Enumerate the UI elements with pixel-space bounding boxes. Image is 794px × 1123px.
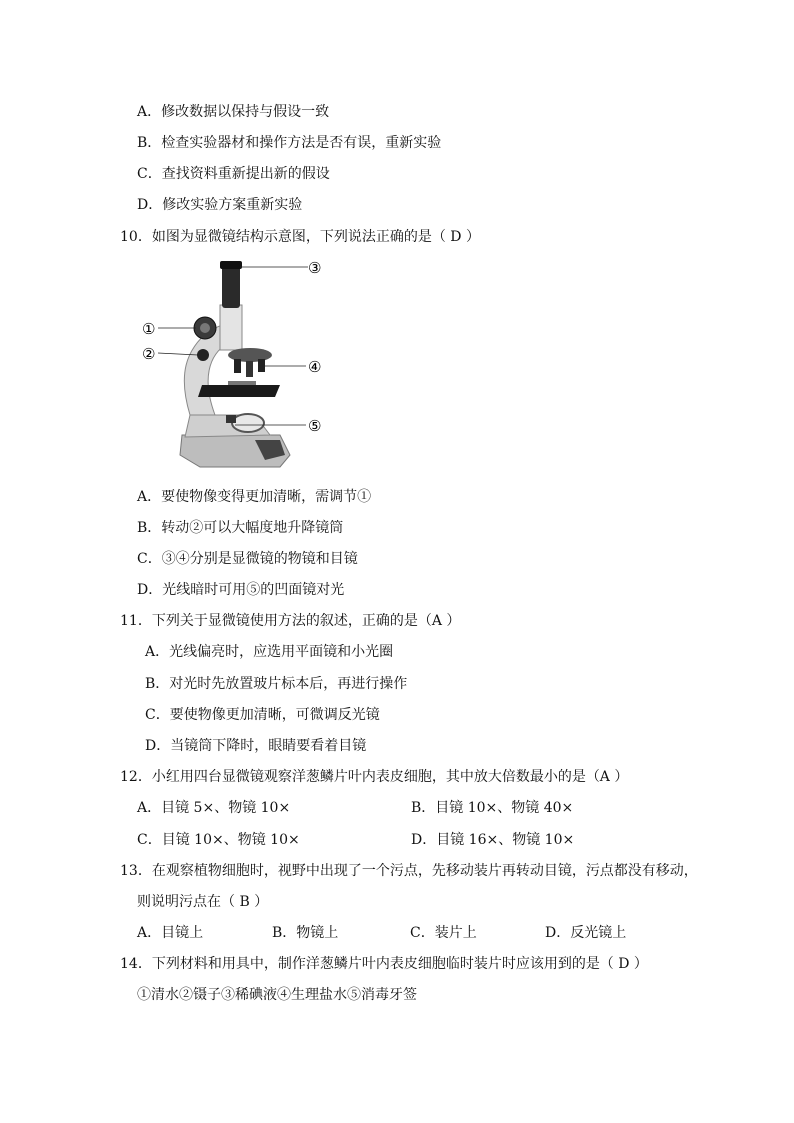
q10-stem: 10．如图为显微镜结构示意图，下列说法正确的是（ D ）	[120, 229, 480, 245]
q12-option-d: D．目镜 16×、物镜 10×	[411, 832, 575, 848]
q13-option-b: B．物镜上	[272, 925, 339, 941]
microscope-figure	[130, 255, 330, 480]
q11-option-b: B．对光时先放置玻片标本后，再进行操作	[145, 676, 408, 692]
q10-option-a: A．要使物像变得更加清晰，需调节①	[137, 489, 372, 505]
q13-option-d: D．反光镜上	[545, 925, 627, 941]
microscope-diagram	[130, 255, 330, 480]
q14-stem: 14．下列材料和用具中，制作洋葱鳞片叶内表皮细胞临时装片时应该用到的是（ D ）	[120, 956, 648, 972]
label-1: ①	[142, 320, 156, 338]
q13-stem-line2: 则说明污点在（ B ）	[137, 894, 269, 910]
q10-option-c: C．③④分别是显微镜的物镜和目镜	[137, 551, 358, 567]
label-2: ②	[142, 345, 156, 363]
q13-option-c: C．装片上	[410, 925, 477, 941]
q11-option-a: A．光线偏亮时，应选用平面镜和小光圈	[145, 644, 394, 660]
q12-option-b: B．目镜 10×、物镜 40×	[411, 800, 574, 816]
label-3: ③	[308, 259, 322, 277]
q11-option-d: D．当镜筒下降时，眼睛要看着目镜	[145, 738, 367, 754]
label-4: ④	[308, 358, 322, 376]
q11-option-c: C．要使物像更加清晰，可微调反光镜	[145, 707, 380, 723]
q12-stem: 12．小红用四台显微镜观察洋葱鳞片叶内表皮细胞，其中放大倍数最小的是（A ）	[120, 769, 629, 785]
q9-option-d: D．修改实验方案重新实验	[137, 197, 303, 213]
q9-option-a: A．修改数据以保持与假设一致	[137, 104, 330, 120]
q13-stem-line1: 13．在观察植物细胞时，视野中出现了一个污点，先移动装片再转动目镜，污点都没有移动，	[120, 863, 698, 879]
q12-option-c: C．目镜 10×、物镜 10×	[137, 832, 300, 848]
q13-option-a: A．目镜上	[137, 925, 204, 941]
q9-option-c: C．查找资料重新提出新的假设	[137, 166, 330, 182]
q11-stem: 11．下列关于显微镜使用方法的叙述，正确的是（A ）	[120, 613, 461, 629]
q10-option-d: D．光线暗时可用⑤的凹面镜对光	[137, 582, 345, 598]
q12-option-a: A．目镜 5×、物镜 10×	[137, 800, 291, 816]
q14-items: ①清水②镊子③稀碘液④生理盐水⑤消毒牙签	[137, 987, 417, 1003]
q9-option-b: B．检查实验器材和操作方法是否有误，重新实验	[137, 135, 442, 151]
q10-option-b: B．转动②可以大幅度地升降镜筒	[137, 520, 344, 536]
label-5: ⑤	[308, 417, 322, 435]
